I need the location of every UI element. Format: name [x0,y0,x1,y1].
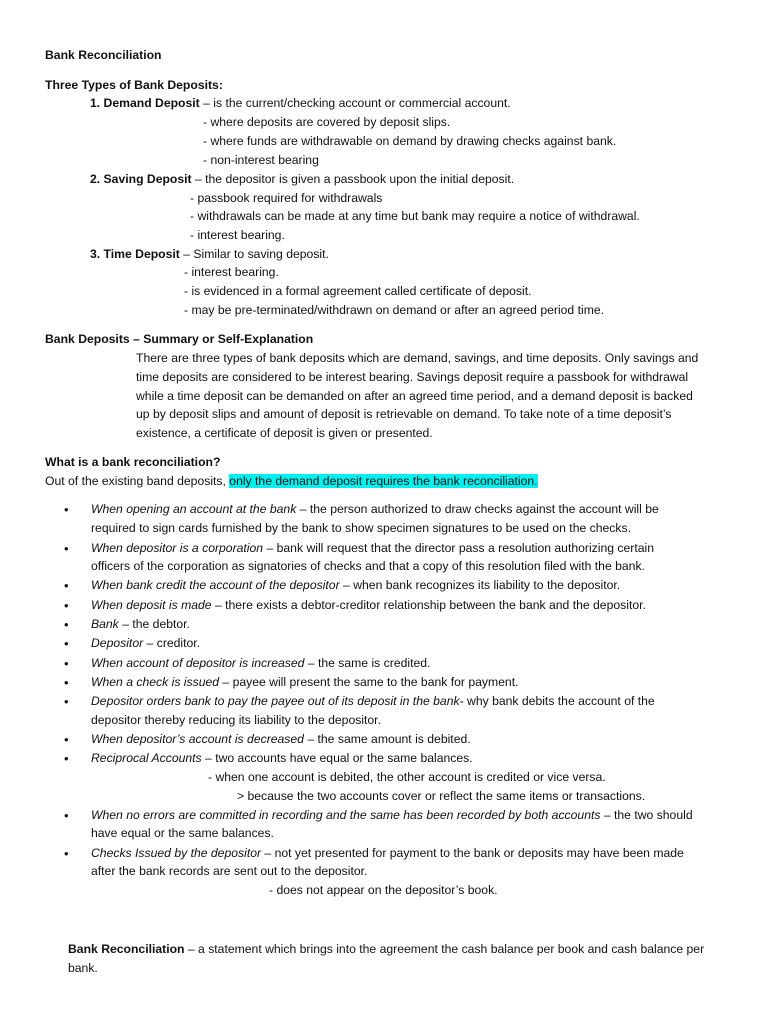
bullet-icon: • [64,502,69,517]
bullet-item [91,692,655,711]
bullet-term: Reciprocal Accounts [91,751,202,765]
saving-deposit-label: 2. Saving Deposit [90,172,192,186]
bullet-text: – not yet presented for payment to the bank or deposits may have been made [261,846,684,860]
bullet-item [91,539,654,558]
saving-point: - withdrawals can be made at any time but bank may require a notice of withdrawal. [190,209,640,223]
recon-intro-text: Out of the existing band deposits, [45,474,230,488]
bullet-term: When a check is issued [91,675,220,689]
bullet-term: When depositor’s account is decreased [91,732,304,746]
demand-point: - non-interest bearing [203,153,319,167]
bullet-sub-point: - does not appear on the depositor’s book. [269,883,498,897]
definition-line [68,940,704,959]
bullet-term: When account of depositor is increased [91,656,305,670]
document-title: Bank Reconciliation [45,48,162,62]
bullet-continuation: officers of the corporation as signatories of checks and that a copy of this resolution filed with the bank. [91,559,645,573]
bullet-item [91,634,200,653]
bullet-continuation: after the bank records are sent out to the depositor. [91,864,368,878]
bullet-item [91,654,430,673]
bullet-text: – the same amount is debited. [303,732,471,746]
bullet-term: When deposit is made [91,598,212,612]
summary-line: There are three types of bank deposits which are demand, savings, and time deposits. Only savings and [136,351,699,365]
bullet-text: – payee will present the same to the bank for payment. [219,675,519,689]
demand-point: - where funds are withdrawable on demand by drawing checks against bank. [203,134,617,148]
time-point: - interest bearing. [184,265,279,279]
bullet-item [91,806,693,825]
bullet-item [91,749,473,768]
bullet-term: When depositor is a corporation [91,541,264,555]
time-point: - may be pre-terminated/withdrawn on demand or after an agreed period time. [184,303,605,317]
time-point: - is evidenced in a formal agreement called certificate of deposit. [184,284,532,298]
bullet-text: – bank will request that the director pass a resolution authorizing certain [263,541,654,555]
bullet-icon: • [64,808,69,823]
bullet-term: When no errors are committed in recording and the same has been recorded by both accounts [91,808,601,822]
summary-line: time deposits are considered to be interest bearing. Savings deposit require a passbook for withdrawal [136,370,689,384]
bullet-item [91,673,518,692]
bullet-icon: • [64,578,69,593]
bullet-text: – the same is credited. [304,656,431,670]
bullet-icon: • [64,751,69,766]
bullet-term: Depositor [91,636,144,650]
saving-deposit-line [90,170,514,189]
bullet-icon: • [64,846,69,861]
bullet-sub-point: > because the two accounts cover or reflect the same items or transactions. [237,789,646,803]
recon-heading: What is a bank reconciliation? [45,455,221,469]
time-deposit-def: – Similar to saving deposit. [179,247,329,261]
definition-text: – a statement which brings into the agreement the cash balance per book and cash balance per [184,942,705,956]
demand-point: - where deposits are covered by deposit slips. [203,115,451,129]
types-heading: Three Types of Bank Deposits: [45,78,223,92]
bullet-item [91,615,190,634]
demand-deposit-label: 1. Demand Deposit [90,96,200,110]
bullet-icon: • [64,656,69,671]
saving-point: - passbook required for withdrawals [190,191,383,205]
bullet-sub-point: - when one account is debited, the other account is credited or vice versa. [208,770,606,784]
bullet-text: – creditor. [143,636,201,650]
bullet-item [91,844,684,863]
summary-line: existence, a certificate of deposit is given or presented. [136,426,433,440]
recon-intro [45,472,538,491]
bullet-text: – when bank recognizes its liability to the depositor. [339,578,621,592]
bullet-icon: • [64,541,69,556]
bullet-term: When opening an account at the bank [91,502,297,516]
bullet-term: When bank credit the account of the depositor [91,578,340,592]
bullet-text: – two accounts have equal or the same balances. [201,751,473,765]
bullet-text: – the person authorized to draw checks against the account will be [296,502,659,516]
time-deposit-label: 3. Time Deposit [90,247,180,261]
demand-deposit-line [90,94,511,113]
bullet-item [91,730,471,749]
bullet-icon: • [64,598,69,613]
bullet-icon: • [64,617,69,632]
summary-line: up by deposit slips and amount of deposit is retrievable on demand. To take note of a time deposit’s [136,407,672,421]
bullet-continuation: required to sign cards furnished by the bank to show specimen signatures to be used on the checks. [91,521,631,535]
bullet-term: Bank [91,617,119,631]
bullet-continuation: have equal or the same balances. [91,826,274,840]
bullet-term: Depositor orders bank to pay the payee out of its deposit in the bank- [91,694,464,708]
bullet-text: why bank debits the account of the [463,694,655,708]
highlighted-text: only the demand deposit requires the bank reconciliation. [229,474,538,488]
bullet-icon: • [64,694,69,709]
summary-heading: Bank Deposits – Summary or Self-Explanation [45,332,314,346]
summary-line: while a time deposit can be demanded on after an agreed time period, and a demand deposit is backed [136,389,693,403]
bullet-text: – the debtor. [118,617,190,631]
bullet-text: – there exists a debtor-creditor relationship between the bank and the depositor. [211,598,646,612]
time-deposit-line [90,245,329,264]
bullet-icon: • [64,732,69,747]
definition-continuation: bank. [68,961,98,975]
definition-term: Bank Reconciliation [68,942,185,956]
bullet-icon: • [64,636,69,651]
saving-deposit-def: – the depositor is given a passbook upon the initial deposit. [191,172,515,186]
bullet-term: Checks Issued by the depositor [91,846,262,860]
bullet-icon: • [64,675,69,690]
bullet-item [91,596,646,615]
demand-deposit-def: – is the current/checking account or commercial account. [199,96,511,110]
bullet-continuation: depositor thereby reducing its liability to the depositor. [91,713,381,727]
saving-point: - interest bearing. [190,228,285,242]
bullet-item [91,500,659,519]
bullet-item [91,576,620,595]
bullet-text: – the two should [600,808,693,822]
